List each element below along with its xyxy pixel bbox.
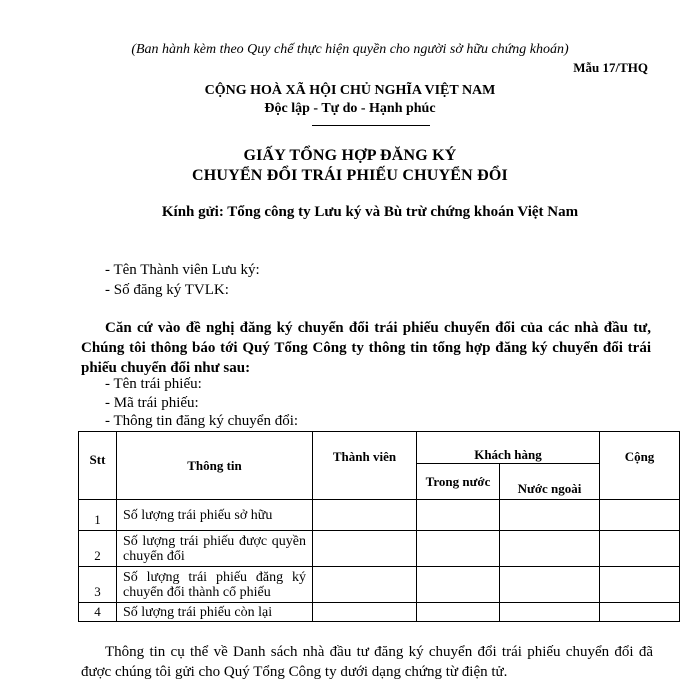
header-total: Cộng: [600, 432, 680, 500]
row-info: Số lượng trái phiếu đăng ký chuyển đổi thành cổ phiếu: [117, 567, 313, 603]
table-row: [79, 500, 680, 531]
motto-underline: [312, 125, 430, 126]
header-domestic: Trong nước: [417, 464, 500, 500]
member-registration-field: - Số đăng ký TVLK:: [105, 282, 229, 298]
document-title-line-1: GIẤY TỔNG HỢP ĐĂNG KÝ: [243, 147, 457, 164]
form-number: Mẫu 17/THQ: [573, 60, 648, 75]
table-row: [79, 567, 680, 603]
cell-member: [313, 567, 417, 603]
cell-total: [600, 567, 680, 603]
row-stt: 2: [79, 531, 117, 567]
cell-total: [600, 500, 680, 531]
cell-foreign: [500, 603, 600, 622]
cell-domestic: [417, 500, 500, 531]
cell-foreign: [500, 567, 600, 603]
bond-code-field: - Mã trái phiếu:: [105, 395, 199, 411]
cell-total: [600, 531, 680, 567]
header-info: Thông tin: [117, 432, 313, 500]
cell-foreign: [500, 531, 600, 567]
row-stt: 1: [79, 500, 117, 531]
row-stt: 4: [79, 603, 117, 622]
nation-heading: CỘNG HOÀ XÃ HỘI CHỦ NGHĨA VIỆT NAM: [204, 83, 496, 98]
bond-name-field: - Tên trái phiếu:: [105, 376, 202, 392]
cell-foreign: [500, 500, 600, 531]
cell-domestic: [417, 603, 500, 622]
cell-total: [600, 603, 680, 622]
cell-member: [313, 500, 417, 531]
member-name-field: - Tên Thành viên Lưu ký:: [105, 262, 260, 278]
document-title-line-2: CHUYỂN ĐỔI TRÁI PHIẾU CHUYỂN ĐỔI: [192, 167, 508, 184]
conversion-info-field: - Thông tin đăng ký chuyển đổi:: [105, 413, 299, 429]
recipient-line: Kính gửi: Tổng công ty Lưu ký và Bù trừ chứng khoán Việt Nam: [161, 204, 579, 220]
conversion-summary-table: [78, 431, 680, 622]
issued-note: (Ban hành kèm theo Quy chế thực hiện quyền cho người sở hữu chứng khoán): [131, 42, 569, 57]
table-row: [79, 603, 680, 622]
row-stt: 3: [79, 567, 117, 603]
header-member: Thành viên: [313, 432, 417, 500]
header-stt: Stt: [79, 432, 117, 500]
row-info: Số lượng trái phiếu sở hữu: [117, 500, 313, 531]
table-row: [79, 531, 680, 567]
motto: Độc lập - Tự do - Hạnh phúc: [264, 101, 436, 116]
intro-paragraph: Căn cứ vào đề nghị đăng ký chuyển đổi trái phiếu chuyển đổi của các nhà đầu tư, Chúng tôi thông báo tới Quý Tổng Công ty thông tin tổng hợp đăng ký chuyển đổi trái phiếu chuyển đổi như sau:: [81, 320, 651, 376]
cell-domestic: [417, 567, 500, 603]
row-info: Số lượng trái phiếu được quyền chuyển đổi: [117, 531, 313, 567]
row-info: Số lượng trái phiếu còn lại: [117, 603, 313, 622]
closing-paragraph: Thông tin cụ thể về Danh sách nhà đầu tư đăng ký chuyển đổi trái phiếu chuyển đổi đã được chúng tôi gửi cho Quý Tổng Công ty dưới dạng chứng từ điện tử.: [81, 644, 653, 680]
header-customer: Khách hàng: [417, 432, 600, 464]
cell-domestic: [417, 531, 500, 567]
cell-member: [313, 603, 417, 622]
header-foreign: Nước ngoài: [500, 464, 600, 500]
cell-member: [313, 531, 417, 567]
